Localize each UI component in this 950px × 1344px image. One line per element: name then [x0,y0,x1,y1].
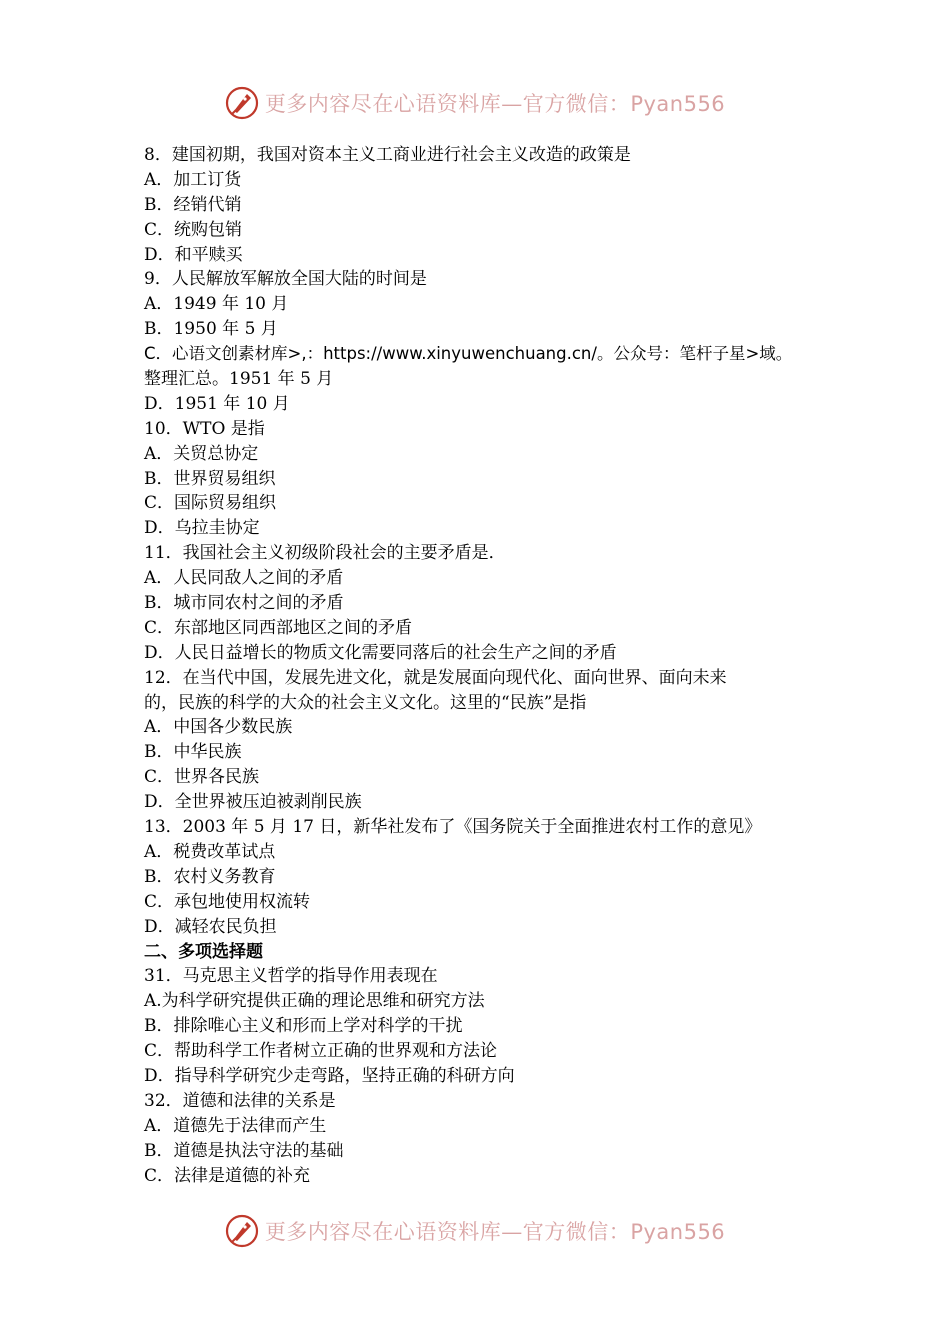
q13-option-b: B．农村义务教育 [144,866,276,887]
q12-option-a: A．中国各少数民族 [144,717,293,738]
q12-option-d: D．全世界被压迫被剥削民族 [144,792,362,813]
q32-option-b: B．道德是执法守法的基础 [144,1140,344,1161]
section-heading-multiple-choice: 二、多项选择题 [144,941,263,962]
q31-option-b: B．排除唯心主义和形而上学对科学的干扰 [144,1016,463,1037]
q13-option-c: C．承包地使用权流转 [144,891,311,912]
question-10: 10．WTO 是指 [144,418,265,439]
q9-option-c-watermark: C．心语文创素材库>,：https://www.xinyuwenchuang.cn/。公众号：笔杆子星>域。 [144,344,793,364]
header-watermark-banner [0,78,950,128]
question-13: 13．2003 年 5 月 17 日，新华社发布了《国务院关于全面推进农村工作的意见》 [144,817,762,838]
q12-option-b: B．中华民族 [144,742,242,763]
q8-option-a: A．加工订货 [144,169,242,190]
q8-option-c: C．统购包销 [144,219,243,240]
q11-option-b: B．城市同农村之间的矛盾 [144,593,344,614]
q32-option-a: A．道德先于法律而产生 [144,1115,327,1136]
q9-option-d: D．1951 年 10 月 [144,393,290,414]
q11-option-c: C．东部地区同西部地区之间的矛盾 [144,617,413,638]
question-12-continued: 的，民族的科学的大众的社会主义文化。这里的“民族”是指 [144,692,587,713]
q13-option-a: A．税费改革试点 [144,841,276,862]
banner-wechat-id: Pyan556 [630,92,726,116]
q8-option-b: B．经销代销 [144,194,242,215]
q11-option-a: A．人民同敌人之间的矛盾 [144,568,344,589]
banner-slogan: 更多内容尽在心语资料库—官方微信： [264,92,631,116]
q10-option-d: D．乌拉圭协定 [144,518,260,539]
question-32: 32．道德和法律的关系是 [144,1090,336,1111]
pen-nib-logo-icon [225,86,259,120]
banner-text [265,88,725,118]
question-8: 8．建国初期，我国对资本主义工商业进行社会主义改造的政策是 [144,145,631,165]
pen-nib-logo-icon [225,1214,259,1248]
q31-option-d: D．指导科学研究少走弯路，坚持正确的科研方向 [144,1065,515,1086]
q10-option-a: A．关贸总协定 [144,443,259,464]
q11-option-d: D．人民日益增长的物质文化需要同落后的社会生产之间的矛盾 [144,642,617,663]
q31-option-a: A.为科学研究提供正确的理论思维和研究方法 [144,991,485,1012]
q10-option-b: B．世界贸易组织 [144,468,276,489]
q13-option-d: D．减轻农民负担 [144,916,277,937]
question-31: 31．马克思主义哲学的指导作用表现在 [144,966,438,987]
question-9: 9．人民解放军解放全国大陆的时间是 [144,269,427,290]
banner-text [265,1216,725,1246]
q9-option-b: B．1950 年 5 月 [144,319,278,340]
q9-option-c-continued: 整理汇总。1951 年 5 月 [144,369,334,390]
document-body [144,143,814,1188]
q31-option-c: C．帮助科学工作者树立正确的世界观和方法论 [144,1041,498,1062]
q32-option-c: C．法律是道德的补充 [144,1165,311,1186]
q12-option-c: C．世界各民族 [144,767,260,788]
footer-watermark-banner [0,1206,950,1256]
question-12: 12．在当代中国，发展先进文化，就是发展面向现代化、面向世界、面向未来 [144,667,727,688]
question-11: 11．我国社会主义初级阶段社会的主要矛盾是． [144,543,506,564]
q9-option-a: A．1949 年 10 月 [144,294,289,315]
banner-slogan: 更多内容尽在心语资料库—官方微信： [264,1220,631,1244]
banner-wechat-id: Pyan556 [630,1220,726,1244]
q8-option-d: D．和平赎买 [144,244,243,265]
q10-option-c: C．国际贸易组织 [144,493,277,514]
